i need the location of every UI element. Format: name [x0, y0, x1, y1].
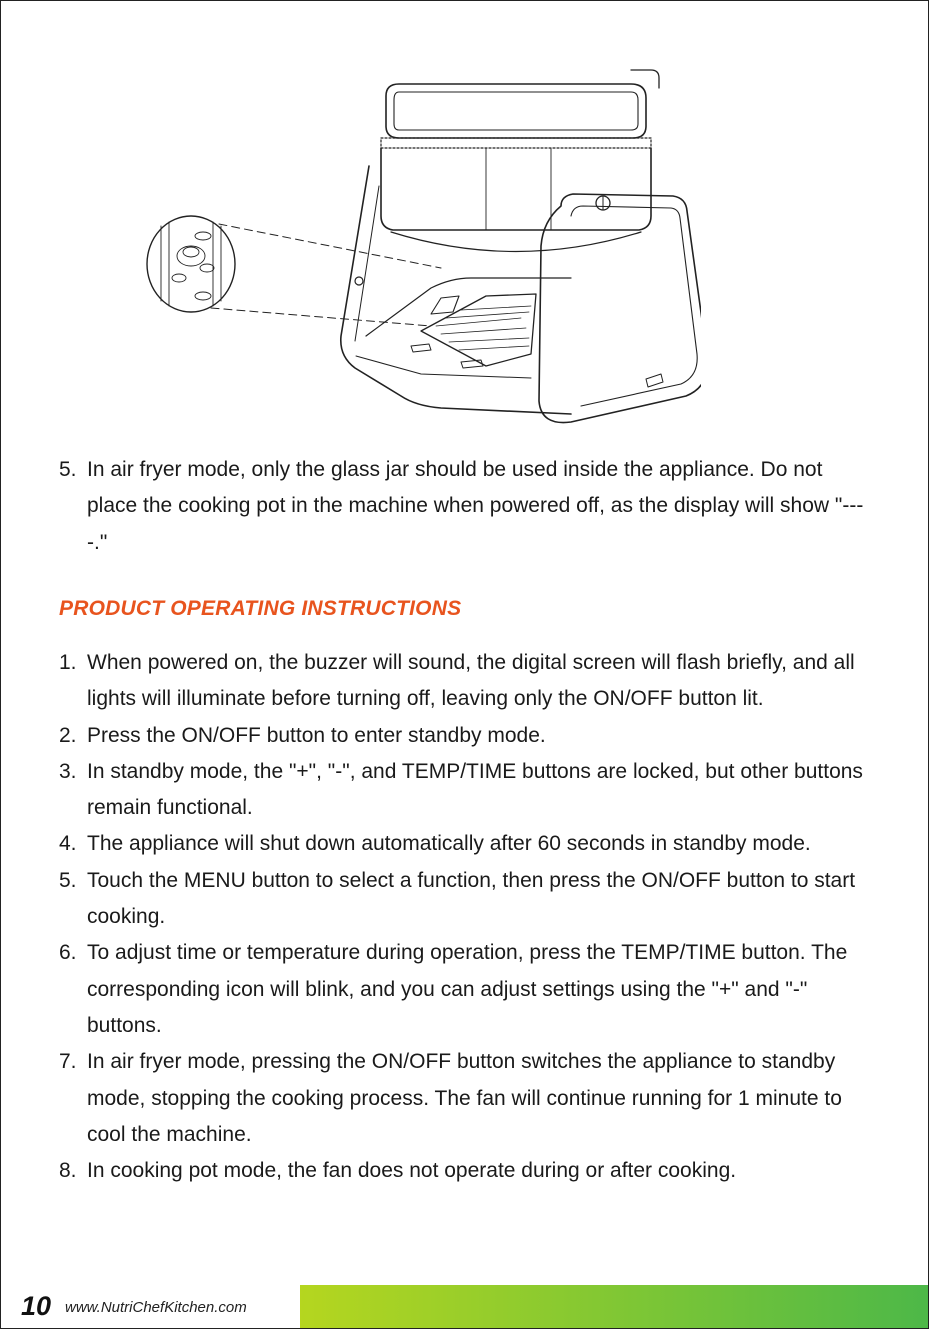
list-item-text: The appliance will shut down automatically after 60 seconds in standby mode. — [87, 832, 811, 856]
list-item-text: To adjust time or temperature during operation, press the TEMP/TIME button. The corresponding icon will blink, and you can adjust settings using the "+" and "-" buttons. — [87, 941, 848, 1037]
list-item-text: When powered on, the buzzer will sound, the digital screen will flash briefly, and all lights will illuminate before turning off, leaving only the ON/OFF button lit. — [87, 651, 855, 711]
control-tower — [539, 194, 701, 423]
list-item-number: 4. — [59, 832, 77, 856]
list-item-text: In standby mode, the "+", "-", and TEMP/TIME buttons are locked, but other buttons remain functional. — [87, 759, 863, 820]
list-item-number: 5. — [59, 868, 77, 892]
list-item-text: In air fryer mode, only the glass jar should be used inside the appliance. Do not place the cooking pot in the machine when powered off, as the display will show "----." — [87, 458, 864, 554]
operating-instructions-list — [59, 645, 879, 1189]
list-item — [59, 754, 879, 827]
list-item-text: In air fryer mode, pressing the ON/OFF button switches the appliance to standby mode, stopping the cooking process. The fan will continue running for 1 minute to cool the machine. — [87, 1050, 842, 1146]
list-item — [59, 718, 879, 754]
list-item — [59, 452, 869, 561]
intro-list — [59, 452, 869, 561]
list-item-number: 2. — [59, 723, 77, 747]
page-footer — [1, 1285, 928, 1328]
jar-body — [381, 148, 651, 230]
list-item-number: 1. — [59, 651, 77, 674]
list-item — [59, 1044, 879, 1153]
list-item-number: 7. — [59, 1050, 77, 1074]
list-item-number: 5. — [59, 458, 77, 481]
appliance-illustration — [141, 56, 701, 441]
list-item — [59, 1153, 879, 1189]
list-item — [59, 863, 879, 936]
list-item-text: In cooking pot mode, the fan does not operate during or after cooking. — [87, 1159, 737, 1183]
list-item-number: 6. — [59, 941, 77, 965]
list-item-text: Touch the MENU button to select a function, then press the ON/OFF button to start cooking. — [87, 868, 856, 929]
detail-zoom-circle — [147, 216, 235, 312]
list-item — [59, 935, 879, 1044]
list-item-text: Press the ON/OFF button to enter standby mode. — [87, 723, 546, 747]
list-item-number: 3. — [59, 759, 77, 783]
website-url: www.NutriChefKitchen.com — [65, 1299, 247, 1316]
page-number: 10 — [21, 1291, 52, 1321]
list-item — [59, 826, 879, 862]
footer-color-bar — [300, 1285, 928, 1328]
base-left — [341, 166, 571, 414]
section-heading: PRODUCT OPERATING INSTRUCTIONS — [59, 597, 462, 620]
list-item-number: 8. — [59, 1159, 77, 1183]
grill-plate — [421, 294, 536, 366]
list-item — [59, 645, 879, 718]
